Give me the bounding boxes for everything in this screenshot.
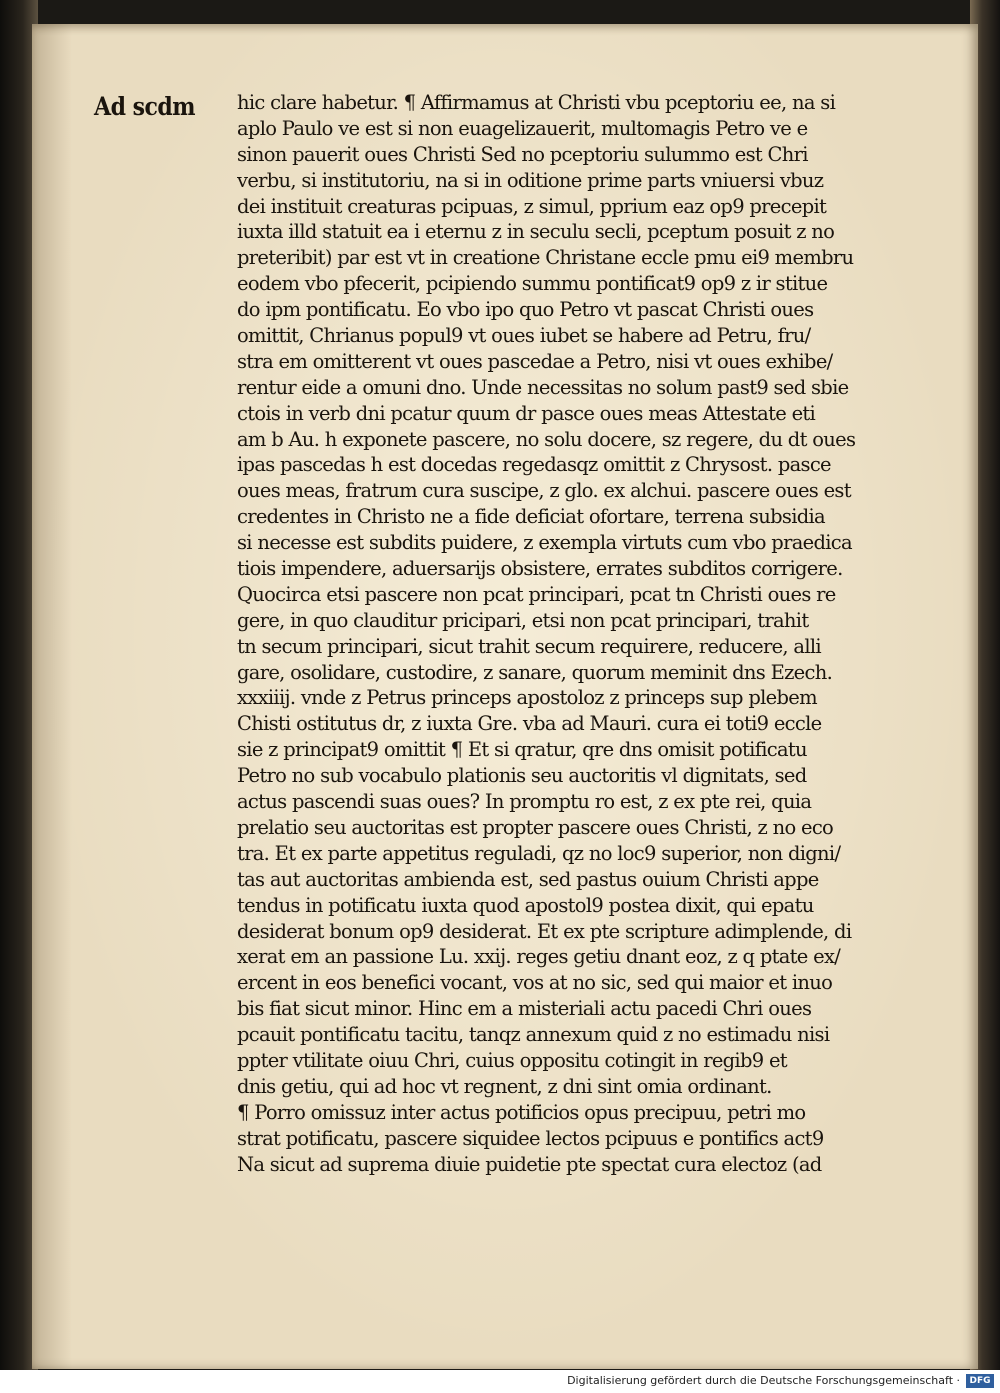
text-line: tra. Et ex parte appetitus reguladi, qz no loc9 superior, non digni/ (237, 841, 841, 865)
text-line: dei instituit creaturas pcipuas, z simul, pprium eaz op9 precepit (237, 194, 827, 218)
text-line: sie z principat9 omittit ¶ Et si qratur, qre dns omisit potificatu (237, 738, 807, 762)
text-line: sinon pauerit oues Christi Sed no pceptoriu sulummo est Chri (237, 142, 808, 166)
text-line: Na sicut ad suprema diuie puidetie pte spectat cura electoz (ad (237, 1152, 822, 1176)
text-line: tendus in potificatu iuxta quod apostol9 postea dixit, qui epatu (237, 893, 814, 917)
text-line: desiderat bonum op9 desiderat. Et ex pte scripture adimplende, di (237, 919, 852, 943)
text-line: Chisti ostitutus dr, z iuxta Gre. vba ad Mauri. cura ei toti9 eccle (237, 712, 822, 736)
text-line: ¶ Porro omissuz inter actus potificios opus precipuu, petri mo (237, 1100, 806, 1124)
text-line: Petro no sub vocabulo plationis seu auctoritis vl dignitats, sed (237, 764, 807, 788)
text-line: dnis getiu, qui ad hoc vt regnent, z dni sint omia ordinant. (237, 1074, 772, 1098)
text-line: preteribit) par est vt in creatione Christane eccle pmu ei9 membru (237, 246, 854, 270)
text-line: aplo Paulo ve est si non euagelizauerit, multomagis Petro ve e (237, 116, 808, 140)
text-line: do ipm pontificatu. Eo vbo ipo quo Petro vt pascat Christi oues (237, 298, 814, 322)
dfg-logo-icon: DFG (966, 1374, 994, 1388)
text-line: stra em omitterent vt oues pascedae a Petro, nisi vt oues exhibe/ (237, 349, 833, 373)
text-line: eodem vbo pfecerit, pcipiendo summu pontificat9 op9 z ir stitue (237, 272, 828, 296)
footer-bar (0, 1370, 1000, 1393)
text-line: ctois in verb dni pcatur quum dr pasce oues meas Attestate eti (237, 401, 816, 425)
text-line: hic clare habetur. ¶ Affirmamus at Christi vbu pceptoriu ee, na si (237, 91, 836, 114)
text-line: ercent in eos benefici vocant, vos at no sic, sed qui maior et inuo (237, 971, 833, 995)
text-line: oues meas, fratrum cura suscipe, z glo. ex alchui. pascere oues est (237, 479, 851, 503)
text-line: actus pascendi suas oues? In promptu ro est, z ex pte rei, quia (237, 790, 812, 814)
text-line: bis fiat sicut minor. Hinc em a misteriali actu pacedi Chri oues (237, 997, 812, 1021)
funding-notice: Digitalisierung gefördert durch die Deutsche Forschungsgemeinschaft · (567, 1374, 960, 1387)
text-line: pcauit pontificatu tacitu, tanqz annexum quid z no estimadu nisi (237, 1023, 830, 1047)
text-line: verbu, si institutoriu, na si in oditione prime parts vniuersi vbuz (237, 168, 824, 192)
text-line: iuxta illd statuit ea i eternu z in seculu secli, pceptum posuit z no (237, 220, 835, 244)
text-line: omittit, Chrianus popul9 vt oues iubet se habere ad Petru, fru/ (237, 324, 811, 348)
text-line: strat potificatu, pascere siquidee lectos pcipuus e pontifics act9 (237, 1126, 824, 1150)
text-line: tn secum principari, sicut trahit secum requirere, reducere, alli (237, 634, 821, 658)
text-line: ppter vtilitate oiuu Chri, cuius oppositu cotingit in regib9 et (237, 1048, 787, 1072)
text-line: ipas pascedas h est docedas regedasqz omittit z Chrysost. pasce (237, 453, 831, 477)
text-line: tiois impendere, aduersarijs obsistere, errates subditos corrigere. (237, 557, 843, 581)
text-line: gare, osolidare, custodire, z sanare, quorum meminit dns Ezech. (237, 660, 833, 684)
text-line: credentes in Christo ne a fide deficiat ofortare, terrena subsidia (237, 505, 825, 529)
main-text-block (237, 90, 917, 1177)
text-line: xxxiiij. vnde z Petrus princeps apostoloz z princeps sup plebem (237, 686, 817, 710)
text-line: xerat em an passione Lu. xxij. reges getiu dnant eoz, z q ptate ex/ (237, 945, 841, 969)
text-line: rentur eide a omuni dno. Unde necessitas no solum past9 sed sbie (237, 375, 849, 399)
text-line: tas aut auctoritas ambienda est, sed pastus ouium Christi appe (237, 867, 819, 891)
text-line: Quocirca etsi pascere non pcat principari, pcat tn Christi oues re (237, 582, 836, 606)
text-line: am b Au. h exponete pascere, no solu docere, sz regere, du dt oues (237, 427, 856, 451)
text-line: gere, in quo clauditur pricipari, etsi non pcat principari, trahit (237, 608, 809, 632)
text-line: prelatio seu auctoritas est propter pascere oues Christi, z no eco (237, 815, 834, 839)
marginal-note: Ad scdm (94, 92, 196, 122)
text-line: si necesse est subdits puidere, z exempla virtuts cum vbo praedica (237, 531, 852, 555)
